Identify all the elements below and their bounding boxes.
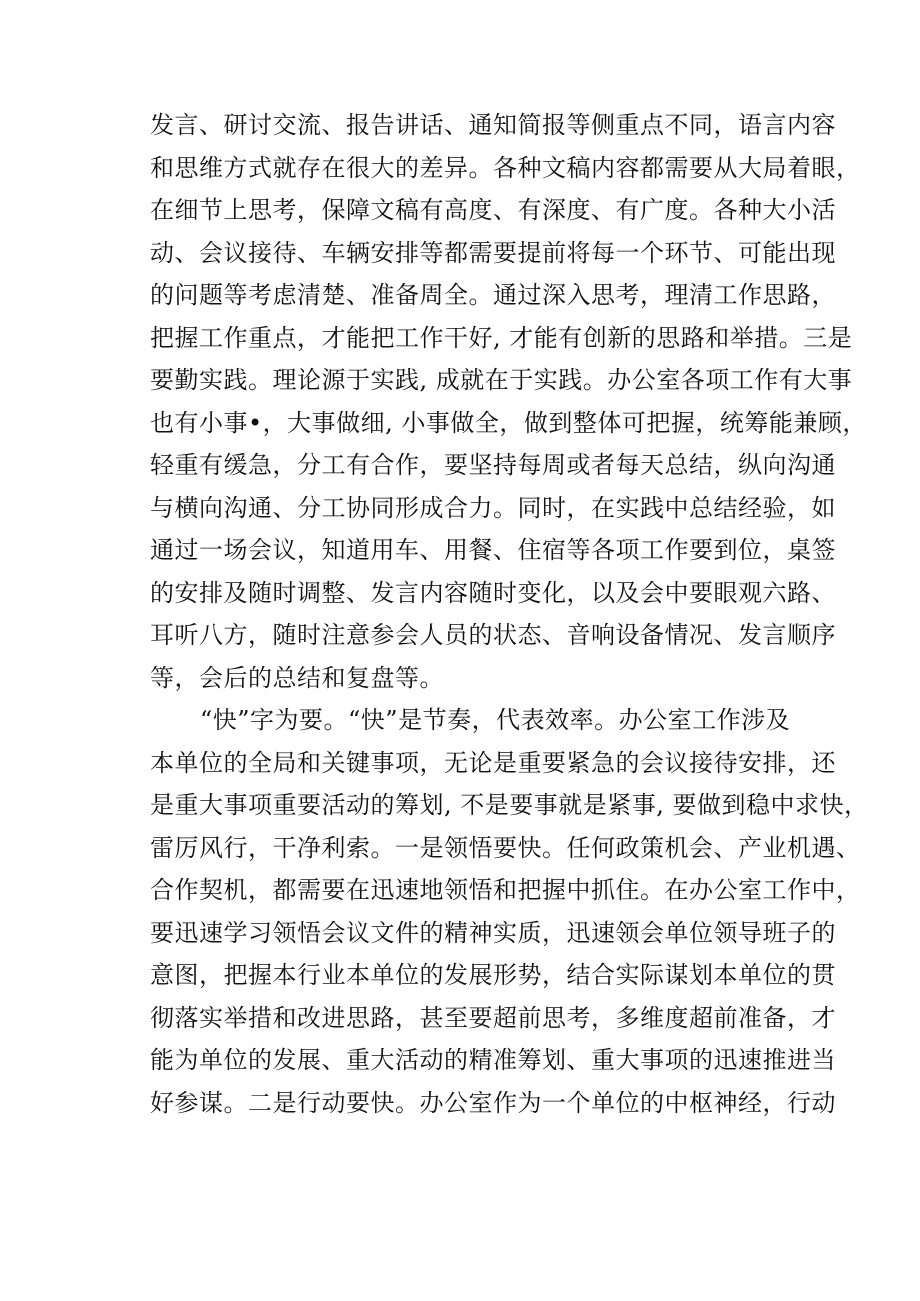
text-line: 雷厉风行，干净利索。一是领悟要快。任何政策机会、产业机遇、 bbox=[150, 833, 861, 862]
text-line: 动、会议接待、车辆安排等都需要提前将每一个环节、可能出现 bbox=[150, 238, 836, 267]
text-line: 要勤实践。理论源于实践, 成就在于实践。办公室各项工作有大事 bbox=[150, 366, 853, 394]
text-line: 本单位的全局和关键事项，无论是重要紧急的会议接待安排，还 bbox=[150, 748, 836, 777]
text-line: 等，会后的总结和复盘等。 bbox=[150, 663, 444, 692]
text-line: 的安排及随时调整、发言内容随时变化，以及会中要眼观六路、 bbox=[150, 578, 836, 607]
text-line: 在细节上思考，保障文稿有高度、有深度、有广度。各种大小活 bbox=[150, 196, 836, 224]
paragraph-start-line: “快”字为要。“快”是节奏，代表效率。办公室工作涉及 bbox=[200, 706, 791, 734]
text-line: 耳听八方，随时注意参会人员的状态、音响设备情况、发言顺序 bbox=[150, 621, 836, 649]
text-line: 轻重有缓急，分工有合作，要坚持每周或者每天总结，纵向沟通 bbox=[150, 451, 836, 479]
text-line: 通过一场会议，知道用车、用餐、住宿等各项工作要到位，桌签 bbox=[150, 536, 836, 564]
text-line: 是重大事项重要活动的筹划, 不是要事就是紧事, 要做到稳中求快， bbox=[150, 791, 869, 819]
text-line: 把握工作重点，才能把工作干好, 才能有创新的思路和举措。三是 bbox=[150, 323, 853, 352]
text-line: 也有小事•，大事做细, 小事做全，做到整体可把握，统筹能兼顾， bbox=[150, 408, 867, 437]
text-line: 发言、研讨交流、报告讲话、通知简报等侧重点不同，语言内容 bbox=[150, 111, 836, 139]
text-line: 和思维方式就存在很大的差异。各种文稿内容都需要从大局着眼， bbox=[150, 153, 861, 182]
text-line: 能为单位的发展、重大活动的精准筹划、重大事项的迅速推进当 bbox=[150, 1046, 836, 1074]
text-line: 合作契机，都需要在迅速地领悟和把握中抓住。在办公室工作中， bbox=[150, 876, 861, 904]
text-line: 与横向沟通、分工协同形成合力。同时，在实践中总结经验，如 bbox=[150, 493, 836, 522]
text-line: 要迅速学习领悟会议文件的精神实质，迅速领会单位领导班子的 bbox=[150, 918, 836, 947]
text-line: 彻落实举措和改进思路，甚至要超前思考，多维度超前准备，才 bbox=[150, 1003, 836, 1032]
body-text bbox=[150, 104, 869, 1124]
text-line: 好参谋。二是行动要快。办公室作为一个单位的中枢神经，行动 bbox=[150, 1088, 836, 1117]
text-line: 的问题等考虑清楚、准备周全。通过深入思考，理清工作思路， bbox=[150, 281, 836, 309]
text-line: 意图，把握本行业本单位的发展形势，结合实际谋划本单位的贯 bbox=[150, 961, 836, 989]
